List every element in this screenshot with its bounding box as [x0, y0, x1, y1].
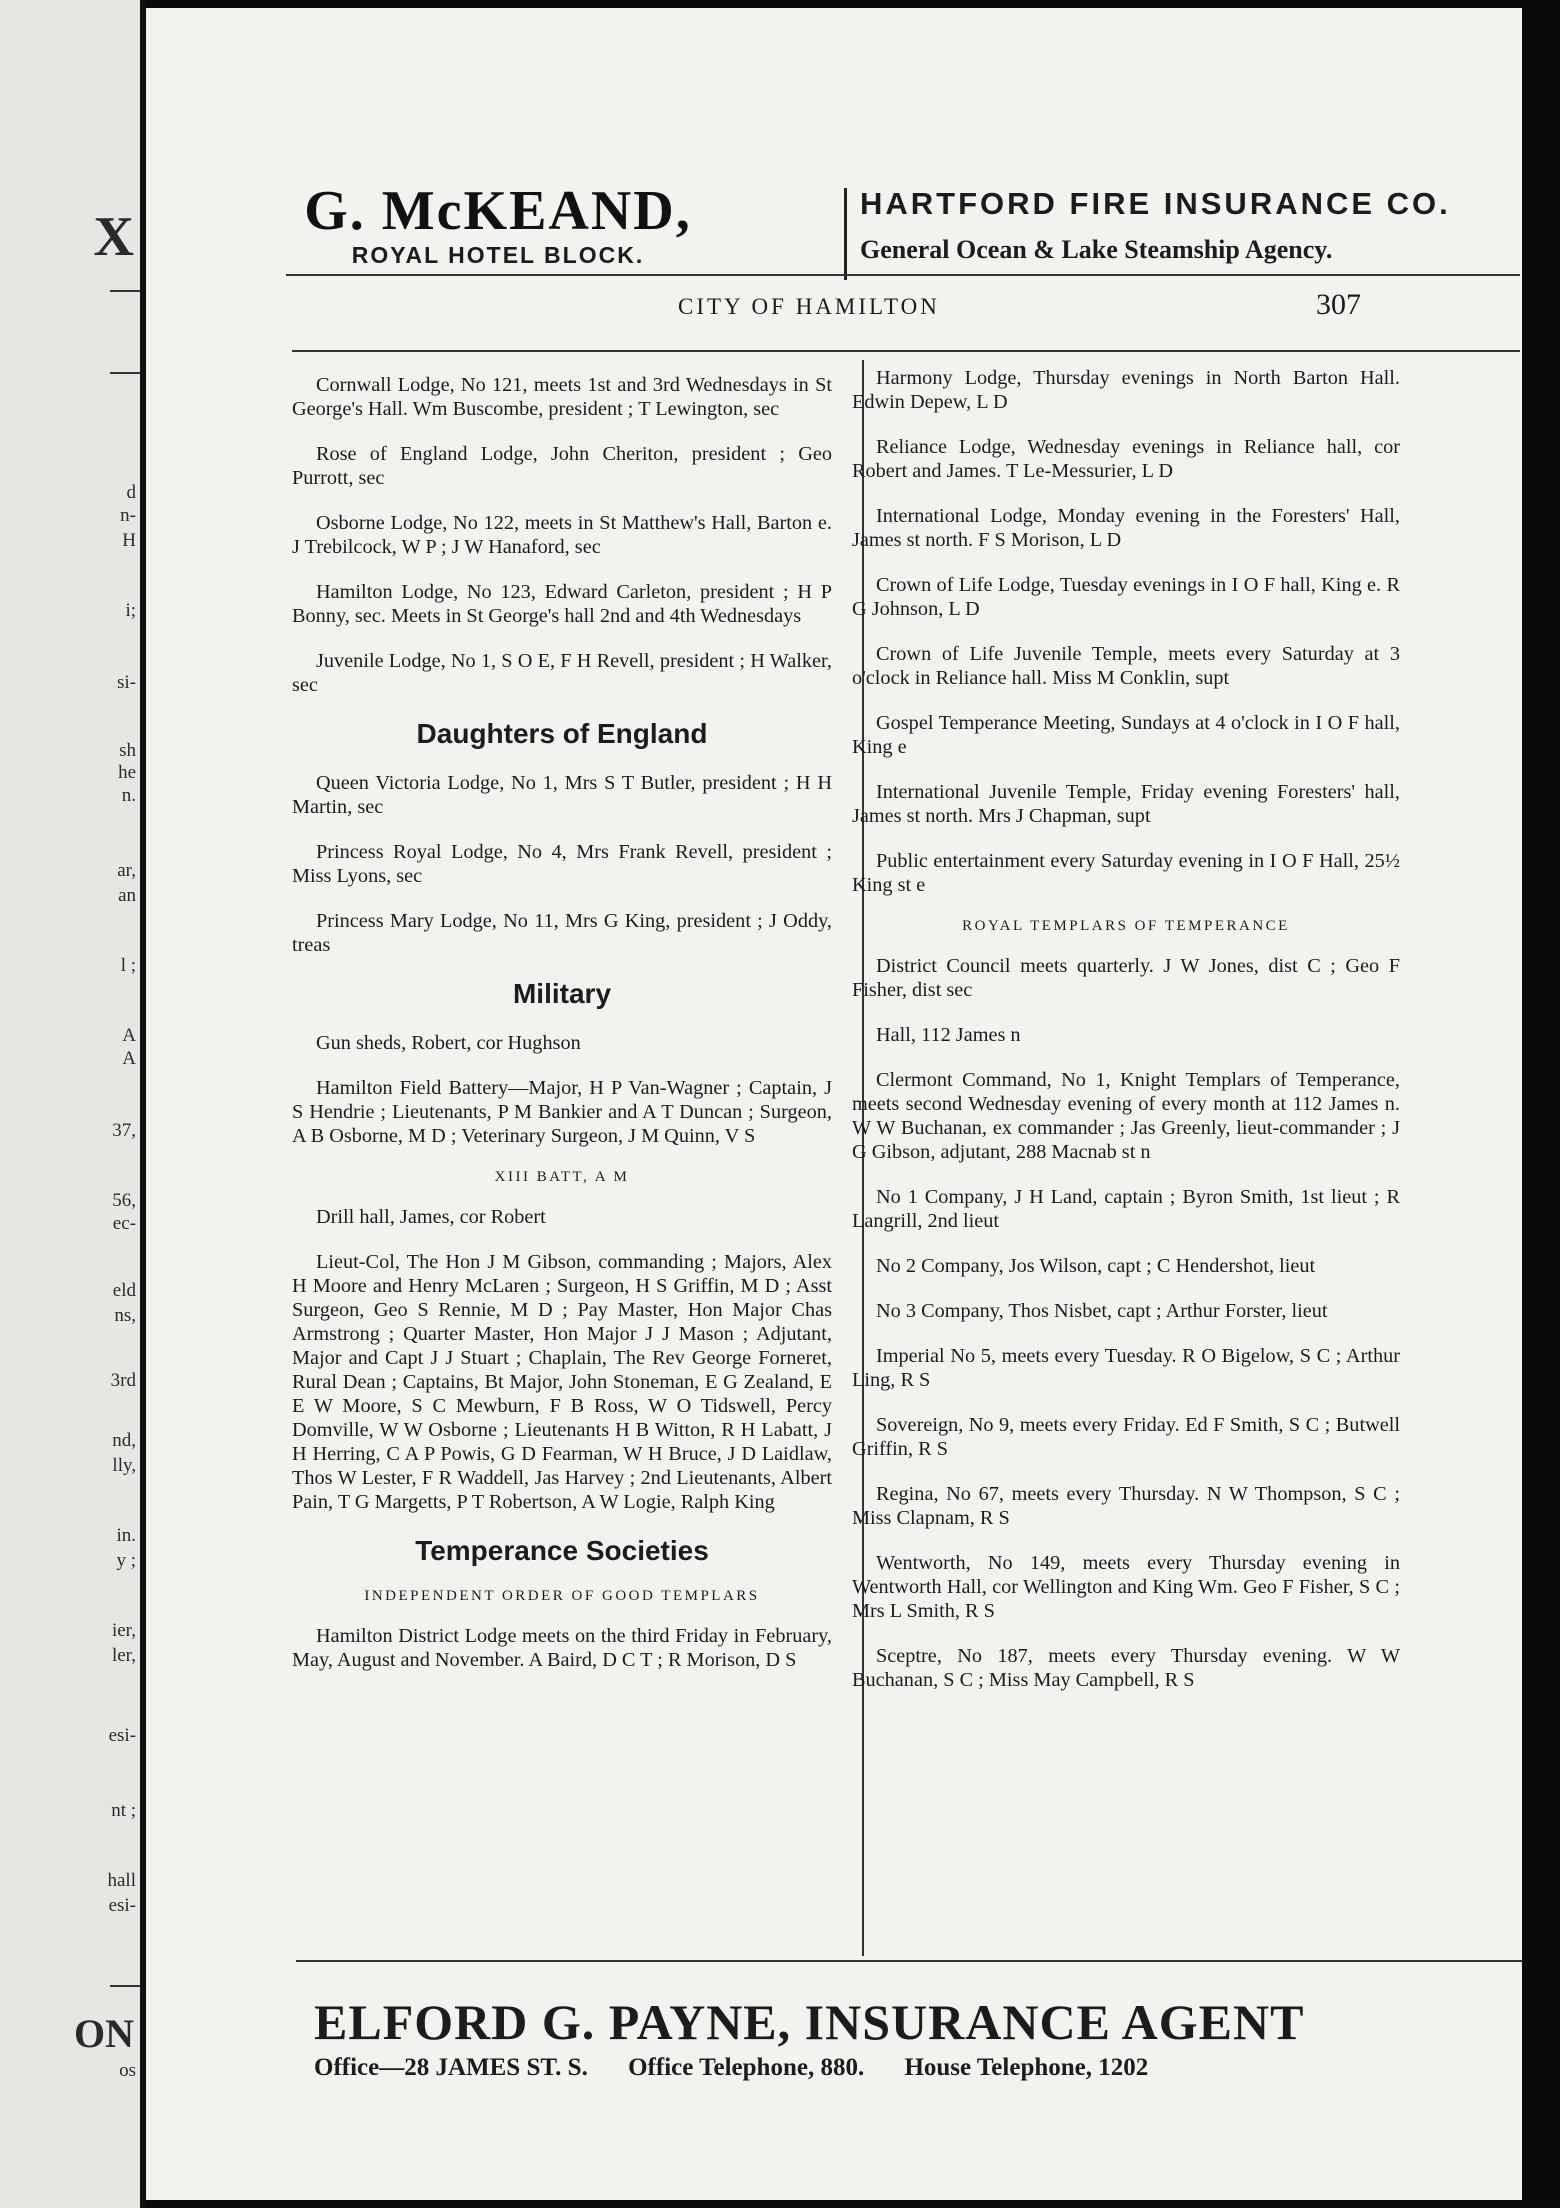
ad-divider: [844, 188, 847, 280]
advertiser-name: G. McKEAND,: [304, 180, 692, 242]
facing-page-fragment: ns,: [114, 1305, 136, 1326]
directory-entry: Hamilton Field Battery—Major, H P Van-Wagner ; Captain, J S Hendrie ; Lieutenants, P M Bankier and A T Duncan ; Surgeon, A B Osborne, M D ; Veterinary Surgeon, J M Quinn, V S: [292, 1077, 832, 1147]
bottom-advertisement: [314, 1994, 1522, 2086]
header-rule-bottom: [292, 350, 1520, 352]
facing-page-fragment: os: [119, 2060, 136, 2081]
facing-page-fragment: 37,: [112, 1120, 136, 1141]
facing-page-fragment: A: [122, 1025, 136, 1046]
subsection-heading: XIII BATT, A M: [494, 1169, 630, 1185]
directory-entry: No 1 Company, J H Land, captain ; Byron Smith, 1st lieut ; R Langrill, 2nd lieut: [852, 1186, 1400, 1232]
facing-page-fragment: esi-: [108, 1895, 136, 1916]
directory-entry: Harmony Lodge, Thursday evenings in North Barton Hall. Edwin Depew, L D: [852, 367, 1400, 413]
facing-page-fragment: y ;: [116, 1550, 136, 1571]
house-telephone: House Telephone, 1202: [904, 2054, 1149, 2081]
page-number: 307: [1316, 288, 1361, 321]
directory-entry: Sceptre, No 187, meets every Thursday evening. W W Buchanan, S C ; Miss May Campbell, R S: [852, 1645, 1400, 1691]
facing-page-fragment: eld: [112, 1280, 136, 1301]
directory-entry: Imperial No 5, meets every Tuesday. R O Bigelow, S C ; Arthur Ling, R S: [852, 1345, 1400, 1391]
subsection-heading: INDEPENDENT ORDER OF GOOD TEMPLARS: [364, 1588, 760, 1604]
directory-entry: International Juvenile Temple, Friday evening Foresters' hall, James st north. Mrs J Chapman, supt: [852, 781, 1400, 827]
insurance-company: HARTFORD FIRE INSURANCE CO.: [860, 186, 1451, 221]
facing-page-fragment: H: [122, 530, 136, 551]
directory-entry: Princess Mary Lodge, No 11, Mrs G King, president ; J Oddy, treas: [292, 910, 832, 956]
directory-entry: International Lodge, Monday evening in the Foresters' Hall, James st north. F S Morison, L D: [852, 505, 1400, 551]
section-heading: Temperance Societies: [415, 1535, 709, 1566]
facing-page-fragment: lly,: [112, 1455, 136, 1476]
facing-page-fragment: l ;: [120, 955, 136, 976]
right-column: [852, 366, 1400, 1713]
facing-page-fragment: ec-: [112, 1213, 136, 1234]
advertiser-address: ROYAL HOTEL BLOCK.: [351, 242, 645, 268]
facing-page-letter: X: [93, 206, 134, 268]
left-column: [292, 373, 832, 1693]
facing-page-fragment: ier,: [111, 1620, 136, 1641]
office-address: Office—28 JAMES ST. S.: [314, 2054, 588, 2081]
facing-page-rule: [110, 290, 140, 292]
facing-page-fragment: sh: [119, 740, 136, 761]
section-heading: Military: [512, 978, 612, 1009]
directory-entry: Juvenile Lodge, No 1, S O E, F H Revell, president ; H Walker, sec: [292, 650, 832, 696]
directory-entry: Hall, 112 James n: [876, 1024, 1021, 1046]
facing-page-fragment: n.: [121, 785, 136, 806]
facing-page-fragment: hall: [107, 1870, 136, 1891]
facing-page-fragment: d: [126, 482, 136, 503]
facing-page-fragment: 56,: [112, 1190, 136, 1211]
facing-page-fragment: an: [118, 885, 136, 906]
directory-entry: District Council meets quarterly. J W Jones, dist C ; Geo F Fisher, dist sec: [852, 955, 1400, 1001]
facing-page-fragment: nd,: [112, 1430, 136, 1451]
facing-page-rule: [110, 372, 140, 374]
running-head: CITY OF HAMILTON: [678, 294, 940, 319]
directory-entry: No 3 Company, Thos Nisbet, capt ; Arthur Forster, lieut: [876, 1300, 1328, 1322]
directory-entry: Crown of Life Lodge, Tuesday evenings in I O F hall, King e. R G Johnson, L D: [852, 574, 1400, 620]
header-rule-top: [286, 274, 1520, 276]
directory-entry: Reliance Lodge, Wednesday evenings in Reliance hall, cor Robert and James. T Le-Messurier, L D: [852, 436, 1400, 482]
hartford-ad: [860, 180, 1520, 272]
directory-entry: Wentworth, No 149, meets every Thursday evening in Wentworth Hall, cor Wellington and King Wm. Geo F Fisher, S C ; Mrs L Smith, R S: [852, 1552, 1400, 1622]
top-advertisement: [286, 180, 1516, 280]
directory-entry: Hamilton District Lodge meets on the third Friday in February, May, August and November. A Baird, D C T ; R Morison, D S: [292, 1625, 832, 1671]
directory-entry: Gun sheds, Robert, cor Hughson: [316, 1032, 581, 1054]
mckeand-ad: [286, 180, 710, 269]
facing-page-fragment: si-: [117, 672, 136, 693]
facing-page-fragment: n-: [120, 505, 136, 526]
directory-entry: Rose of England Lodge, John Cheriton, president ; Geo Purrott, sec: [292, 443, 832, 489]
facing-page-fragment: 3rd: [110, 1370, 136, 1391]
directory-entry: Cornwall Lodge, No 121, meets 1st and 3rd Wednesdays in St George's Hall. Wm Buscombe, president ; T Lewington, sec: [292, 374, 832, 420]
directory-entry: Regina, No 67, meets every Thursday. N W Thompson, S C ; Miss Clapnam, R S: [852, 1483, 1400, 1529]
directory-page: [146, 8, 1522, 2200]
subsection-heading: ROYAL TEMPLARS OF TEMPERANCE: [962, 918, 1290, 934]
facing-page-fragment: ar,: [117, 860, 136, 881]
directory-entry: No 2 Company, Jos Wilson, capt ; C Hendershot, lieut: [876, 1255, 1316, 1277]
office-telephone: Office Telephone, 880.: [628, 2054, 865, 2081]
directory-entry: Queen Victoria Lodge, No 1, Mrs S T Butler, president ; H H Martin, sec: [292, 772, 832, 818]
facing-page-fragment: ON: [74, 2011, 134, 2056]
agent-contact: [314, 2050, 1522, 2086]
facing-page-fragment: esi-: [108, 1725, 136, 1746]
steamship-agency: General Ocean & Lake Steamship Agency.: [860, 235, 1333, 264]
facing-page-fragment: ler,: [111, 1645, 136, 1666]
directory-entry: Sovereign, No 9, meets every Friday. Ed F Smith, S C ; Butwell Griffin, R S: [852, 1414, 1400, 1460]
facing-page-fragment: i;: [125, 600, 136, 621]
facing-page-edge: [0, 0, 140, 2208]
facing-page-fragment: he: [118, 762, 136, 783]
facing-page-rule: [110, 1985, 140, 1987]
agent-headline: ELFORD G. PAYNE, INSURANCE AGENT: [314, 1994, 1305, 2050]
directory-entry: Princess Royal Lodge, No 4, Mrs Frank Revell, president ; Miss Lyons, sec: [292, 841, 832, 887]
directory-entry: Lieut-Col, The Hon J M Gibson, commanding ; Majors, Alex H Moore and Henry McLaren ; Surgeon, H S Griffin, M D ; Asst Surgeon, Geo S Rennie, M D ; Pay Master, Hon Major Chas Armstrong ; Quarter Master, Hon Major J J Mason ; Adjutant, Major and Capt J J Stuart ; Chaplain, The Rev George Forneret, Rural Dean ; Captains, Bt Major, John Stoneman, E G Zealand, E E W Moore, S C Mewburn, F B Ross, W O Tidswell, Percy Domville, W W Osborne ; Lieutenants H B Witton, R H Labatt, J H Herring, C A P Powis, G D Fearman, W H Bruce, J D Laidlaw, Thos W Lester, F R Waddell, Jas Harvey ; 2nd Lieutenants, Albert Pain, T G Margetts, P T Robertson, A W Logie, Ralph King: [292, 1251, 832, 1513]
directory-entry: Osborne Lodge, No 122, meets in St Matthew's Hall, Barton e. J Trebilcock, W P ; J W Hanaford, sec: [292, 512, 832, 558]
directory-entry: Crown of Life Juvenile Temple, meets every Saturday at 3 o'clock in Reliance hall. Miss M Conklin, supt: [852, 643, 1400, 689]
facing-page-fragment: in.: [116, 1525, 136, 1546]
directory-entry: Hamilton Lodge, No 123, Edward Carleton, president ; H P Bonny, sec. Meets in St George's hall 2nd and 4th Wednesdays: [292, 581, 832, 627]
facing-page-fragment: nt ;: [111, 1800, 136, 1821]
directory-entry: Drill hall, James, cor Robert: [316, 1206, 546, 1228]
facing-page-fragment: A: [122, 1048, 136, 1069]
directory-entry: Gospel Temperance Meeting, Sundays at 4 o'clock in I O F hall, King e: [852, 712, 1400, 758]
directory-entry: Clermont Command, No 1, Knight Templars of Temperance, meets second Wednesday evening of every month at 112 James n. W W Buchanan, ex commander ; Jas Greenly, lieut-commander ; J G Gibson, adjutant, 288 Macnab st n: [852, 1069, 1400, 1163]
footer-rule: [296, 1960, 1522, 1962]
section-heading: Daughters of England: [416, 718, 708, 749]
directory-entry: Public entertainment every Saturday evening in I O F Hall, 25½ King st e: [852, 850, 1400, 896]
